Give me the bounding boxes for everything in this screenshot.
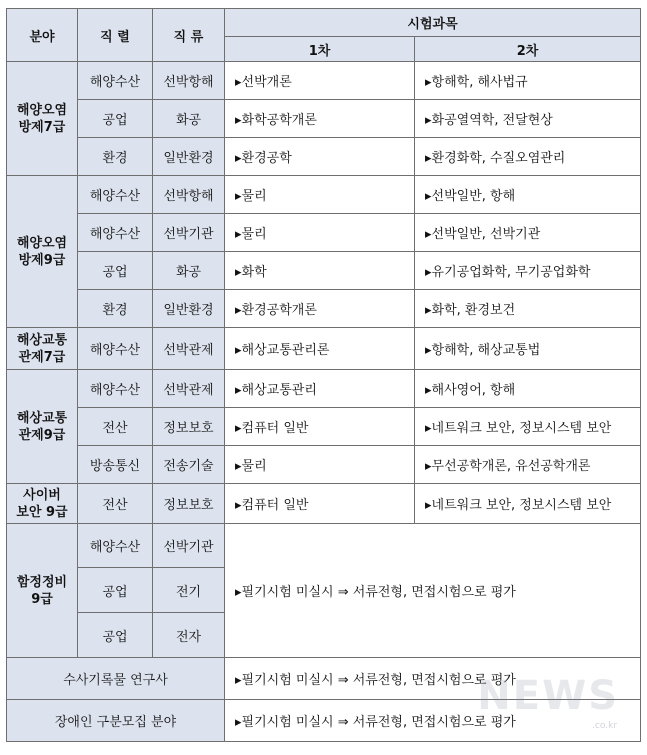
series-cell: 해양수산 (78, 62, 153, 100)
first-subject-cell: ▸물리 (225, 176, 415, 214)
series-cell: 해양수산 (78, 176, 153, 214)
table-row (7, 524, 641, 568)
second-subject-cell: ▸환경화학, 수질오염관리 (415, 138, 641, 176)
series-cell: 전산 (78, 484, 153, 524)
field-cell: 해상교통 관제7급 (7, 328, 78, 370)
second-subject-cell: ▸항해학, 해사법규 (415, 62, 641, 100)
first-subject-cell: ▸환경공학개론 (225, 290, 415, 328)
table-row (7, 62, 641, 100)
second-subject-cell: ▸네트워크 보안, 정보시스템 보안 (415, 408, 641, 446)
first-subject-cell: ▸선박개론 (225, 62, 415, 100)
class-cell: 선박항해 (153, 176, 225, 214)
table-row (7, 658, 641, 700)
class-cell: 전기 (153, 568, 225, 613)
header-first: 1차 (225, 37, 415, 62)
class-cell: 화공 (153, 100, 225, 138)
class-cell: 선박관제 (153, 328, 225, 370)
table-row (7, 100, 641, 138)
table-row (7, 700, 641, 742)
field-cell: 사이버 보안 9급 (7, 484, 78, 524)
table-row (7, 370, 641, 408)
header-row (7, 9, 641, 37)
class-cell: 정보보호 (153, 408, 225, 446)
series-cell: 환경 (78, 290, 153, 328)
series-cell: 공업 (78, 613, 153, 658)
class-cell: 전자 (153, 613, 225, 658)
table-row (7, 328, 641, 370)
special-field-cell: 장애인 구분모집 분야 (7, 700, 225, 742)
first-subject-cell: ▸화학공학개론 (225, 100, 415, 138)
series-cell: 공업 (78, 100, 153, 138)
watermark-domain: .co.kr (592, 721, 617, 731)
header-series: 직 렬 (78, 9, 153, 62)
field-cell: 해양오염 방제9급 (7, 176, 78, 328)
header-subjects: 시험과목 (225, 9, 641, 37)
class-cell: 정보보호 (153, 484, 225, 524)
series-cell: 환경 (78, 138, 153, 176)
no-written-exam-note: ▸필기시험 미실시 ⇒ 서류전형, 면접시험으로 평가 (225, 700, 641, 742)
second-subject-cell: ▸유기공업화학, 무기공업화학 (415, 252, 641, 290)
second-subject-cell: ▸무선공학개론, 유선공학개론 (415, 446, 641, 484)
class-cell: 선박관제 (153, 370, 225, 408)
first-subject-cell: ▸해상교통관리 (225, 370, 415, 408)
class-cell: 전송기술 (153, 446, 225, 484)
first-subject-cell: ▸화학 (225, 252, 415, 290)
field-cell: 해양오염 방제7급 (7, 62, 78, 176)
series-cell: 공업 (78, 252, 153, 290)
first-subject-cell: ▸컴퓨터 일반 (225, 484, 415, 524)
first-subject-cell: ▸컴퓨터 일반 (225, 408, 415, 446)
header-class: 직 류 (153, 9, 225, 62)
first-subject-cell: ▸물리 (225, 214, 415, 252)
second-subject-cell: ▸선박일반, 항해 (415, 176, 641, 214)
series-cell: 방송통신 (78, 446, 153, 484)
series-cell: 공업 (78, 568, 153, 613)
series-cell: 해양수산 (78, 328, 153, 370)
exam-subjects-table (6, 8, 641, 742)
table-row (7, 176, 641, 214)
field-cell: 함정정비 9급 (7, 524, 78, 658)
series-cell: 전산 (78, 408, 153, 446)
second-subject-cell: ▸네트워크 보안, 정보시스템 보안 (415, 484, 641, 524)
second-subject-cell: ▸선박일반, 선박기관 (415, 214, 641, 252)
series-cell: 해양수산 (78, 370, 153, 408)
series-cell: 해양수산 (78, 214, 153, 252)
table-row (7, 290, 641, 328)
table-row (7, 408, 641, 446)
table-row (7, 138, 641, 176)
field-cell: 해상교통 관제9급 (7, 370, 78, 484)
class-cell: 선박기관 (153, 214, 225, 252)
class-cell: 선박기관 (153, 524, 225, 568)
second-subject-cell: ▸항해학, 해상교통법 (415, 328, 641, 370)
class-cell: 화공 (153, 252, 225, 290)
second-subject-cell: ▸화학, 환경보건 (415, 290, 641, 328)
table-row (7, 252, 641, 290)
no-written-exam-note: ▸필기시험 미실시 ⇒ 서류전형, 면접시험으로 평가 (225, 658, 641, 700)
header-second: 2차 (415, 37, 641, 62)
class-cell: 일반환경 (153, 138, 225, 176)
special-field-cell: 수사기록물 연구사 (7, 658, 225, 700)
first-subject-cell: ▸물리 (225, 446, 415, 484)
table-row (7, 214, 641, 252)
watermark-logo: NEWS (477, 673, 619, 719)
table-row (7, 446, 641, 484)
first-subject-cell: ▸해상교통관리론 (225, 328, 415, 370)
second-subject-cell: ▸해사영어, 항해 (415, 370, 641, 408)
class-cell: 선박항해 (153, 62, 225, 100)
no-written-exam-note: ▸필기시험 미실시 ⇒ 서류전형, 면접시험으로 평가 (225, 524, 641, 658)
header-field: 분야 (7, 9, 78, 62)
table-row (7, 484, 641, 524)
series-cell: 해양수산 (78, 524, 153, 568)
class-cell: 일반환경 (153, 290, 225, 328)
first-subject-cell: ▸환경공학 (225, 138, 415, 176)
second-subject-cell: ▸화공열역학, 전달현상 (415, 100, 641, 138)
